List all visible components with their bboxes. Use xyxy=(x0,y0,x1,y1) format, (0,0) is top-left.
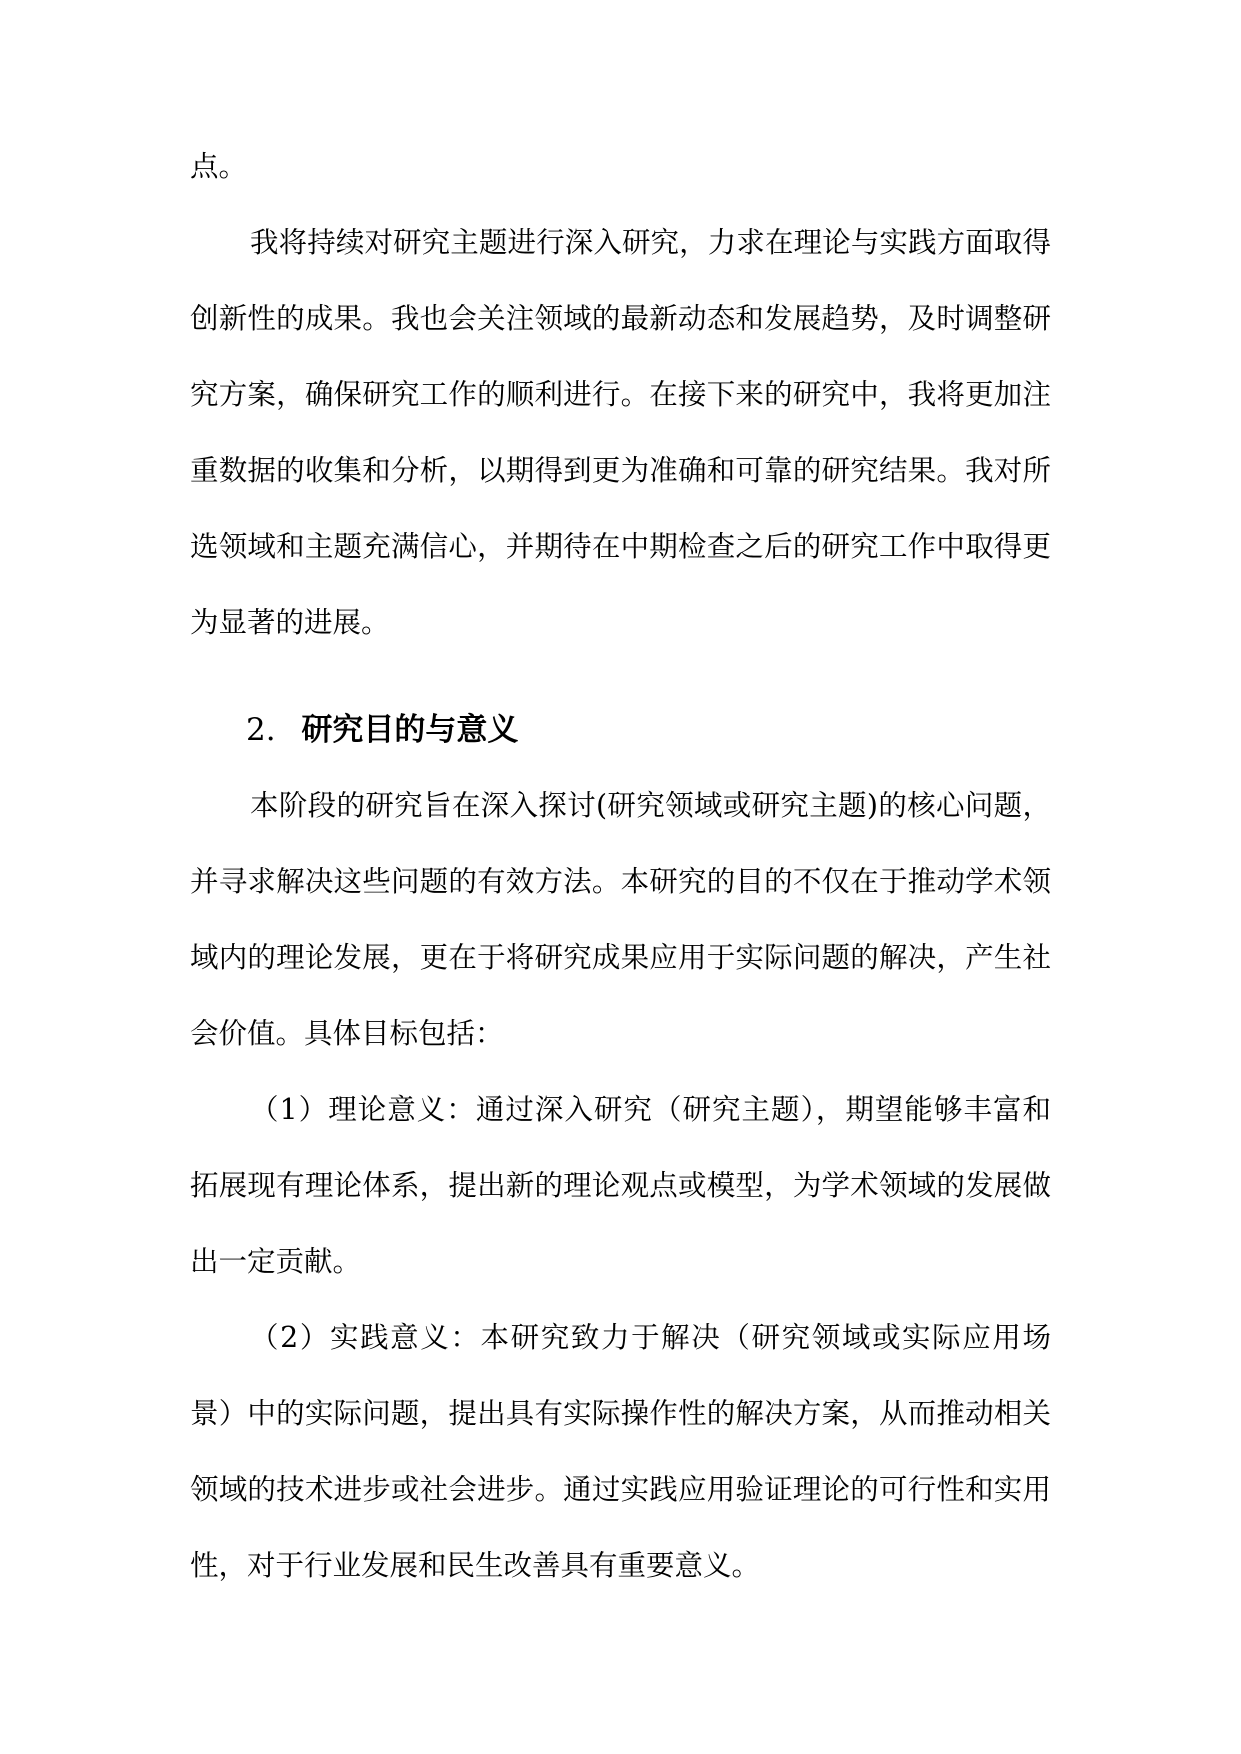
section-title: 研究目的与意义 xyxy=(301,712,519,748)
section-number: 2. xyxy=(246,712,276,748)
paragraph-continuation: 点。 xyxy=(190,150,248,183)
paragraph-future-plan: 我将持续对研究主题进行深入研究，力求在理论与实践方面取得创新性的成果。我也会关注领域的最新动态和发展趋势，及时调整研究方案，确保研究工作的顺利进行。在接下来的研究中，我将更加注重数据的收集和分析，以期得到更为准确和可靠的研究结果。我对所选领域和主题充满信心，并期待在中期检查之后的研究工作中取得更为显著的进展。 xyxy=(190,226,1051,639)
section-heading xyxy=(190,692,1051,768)
paragraph-purpose-intro: 本阶段的研究旨在深入探讨(研究领域或研究主题)的核心问题，并寻求解决这些问题的有效方法。本研究的目的不仅在于推动学术领域内的理论发展，更在于将研究成果应用于实际问题的解决，产生社会价值。具体目标包括： xyxy=(190,789,1051,1050)
paragraph-theoretical-significance: （1）理论意义：通过深入研究（研究主题），期望能够丰富和拓展现有理论体系，提出新的理论观点或模型，为学术领域的发展做出一定贡献。 xyxy=(190,1093,1051,1278)
paragraph-practical-significance: （2）实践意义：本研究致力于解决（研究领域或实际应用场景）中的实际问题，提出具有实际操作性的解决方案，从而推动相关领域的技术进步或社会进步。通过实践应用验证理论的可行性和实用性，对于行业发展和民生改善具有重要意义。 xyxy=(190,1321,1051,1582)
